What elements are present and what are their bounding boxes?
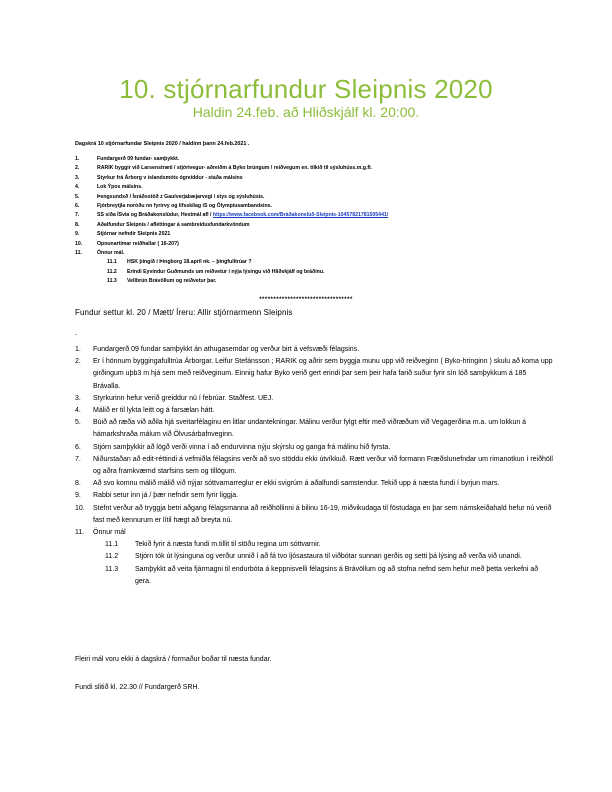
minutes-sub-item-number: 11.2 (105, 553, 119, 561)
agenda-item-text: RARIK byggir við Larsenstræti / stjórivegur- aðreiðm á Byko brúngum / reiðvegum en. tilkið til sýsluhúss.m.g.fl. (97, 165, 372, 172)
minutes-list (75, 344, 555, 588)
agenda-item (75, 155, 545, 164)
agenda-item (75, 211, 545, 220)
agenda-item (75, 202, 545, 211)
minutes-item-number: 1. (75, 346, 81, 353)
minutes-item (75, 393, 555, 405)
agenda-item-text: Fundargerð 09 fundar- samþykkt. (97, 156, 180, 162)
agenda-sub-item-text: Erindi Eyvindur Guðmunds um reiðvetur í nýja lýsingu við Hliðskjálf og bráðinu. (127, 268, 325, 275)
minutes-item-number: 11. (75, 529, 85, 537)
agenda-item-text: Fjórbreytjla noróðu nn fyrirvy og lifsskilag íS og Ólympíusambandsins. (97, 202, 272, 209)
agenda-list (75, 155, 545, 286)
minutes-sub-item-number: 11.1 (105, 541, 119, 549)
agenda-sub-item (75, 268, 545, 277)
page-title: 10. stjórnarfundur Sleipnis 2020 (119, 74, 493, 104)
minutes-item-number: 6. (75, 443, 81, 451)
closing-note: Fleiri mál voru ekki á dagskrá / formaður boðar til næsta fundar. (75, 656, 272, 663)
agenda-item-text: Aðalfundur Sleipnis / afléttingar á sambreidusfundarkvöndum (97, 221, 250, 228)
agenda-item-number: 1. (75, 156, 80, 162)
minutes-sub-item (75, 539, 555, 551)
minutes-item-text: Stefnt verður að tryggja betri aðgang félagsmanna að reiðhöllinni á bilinu 16-19, miðvikudaga til föstudaga en þar sem námskeiðahald hefur nú verið fast með kennurum er lítil hægt að breyta nú. (93, 504, 552, 524)
minutes-item-number: 7. (75, 455, 81, 463)
minutes-item-text: Rabbi setur inn já / þær nefndir sem fyrir liggja. (93, 492, 239, 500)
agenda-sub-item-number: 11.2 (107, 268, 117, 275)
minutes-item (75, 454, 555, 478)
minutes-item (75, 356, 555, 393)
agenda-item-number: 4. (75, 184, 80, 191)
minutes-item (75, 527, 555, 539)
minutes-item (75, 490, 555, 502)
agenda-item (75, 164, 545, 173)
agenda-item (75, 193, 545, 202)
minutes-item-text: Fundargerð 09 fundar samþykkt án athugasemdar og verður birt á vefsvæði félagsins. (93, 346, 360, 353)
minutes-item-number: 9. (75, 492, 81, 500)
agenda-item-text: Styrkur frá Árborg v íslandsmóts ógreiddur - staða málsins (97, 174, 243, 181)
agenda-sub-item-text: Vellbrún Brávöllum og reiðvetur þar. (127, 278, 217, 285)
minutes-sub-item-number: 11.3 (105, 565, 119, 573)
agenda-item-text-part: SS síða ÍSvia og Bráðakonslúdur, Hestmál afl / (97, 212, 213, 219)
minutes-item-text: Að svo komnu málið málið við nýjar sóttvarnarreglur er ekki svigrúm á aðalfundi samstendur. Tekið upp á næsta fundi í byrjun mars. (93, 480, 500, 488)
agenda-item (75, 249, 545, 258)
minutes-item (75, 405, 555, 417)
agenda-item-text: Önnur mál. (97, 249, 125, 256)
agenda-item (75, 230, 545, 239)
minutes-item (75, 442, 555, 454)
agenda-item-text: Stjórnar nefndir Sleipnis 2021 (97, 231, 171, 238)
agenda-item (75, 221, 545, 230)
agenda-item-number: 8. (75, 221, 80, 228)
agenda-item (75, 174, 545, 183)
agenda-item-number: 5. (75, 193, 80, 200)
minutes-item-number: 10. (75, 504, 85, 512)
meeting-closed-line: Fundi slitið kl. 22.30 // Fundargerð SRH. (75, 684, 200, 691)
agenda-item-text (97, 211, 388, 220)
minutes-item (75, 478, 555, 490)
minutes-sub-item (75, 551, 555, 563)
agenda-item-number: 7. (75, 212, 80, 219)
minutes-sub-item-text: Tekið fyrir á næsta fundi m.tillit til stöðu regina um sóttvarnir. (135, 541, 321, 549)
agenda-sub-item-number: 11.3 (107, 278, 117, 285)
agenda-item-number: 3. (75, 174, 80, 181)
minutes-sub-item-text: Samþykkt að veita fjármagni til endurbóta á keppnisvelli félagsins á Brávöllum og að stofna nefnd sem hefur með þetta verkefni að gera. (135, 565, 539, 585)
minutes-item-text: Önnur mál (93, 529, 126, 537)
minutes-sub-item (75, 564, 555, 588)
section-separator: ********************************* (259, 297, 353, 303)
agenda-item (75, 240, 545, 249)
agenda-item-text: Þengsundsð / Ísráðsstöð z Gaulverjabæjarvegi / stys og sýsluhúsis. (97, 193, 265, 200)
agenda-item (75, 183, 545, 192)
agenda-item-number: 6. (75, 202, 80, 209)
minutes-item-number: 2. (75, 358, 81, 366)
agenda-heading: Dagskrá 10 stjórnarfundar Sleipnis 2020 / haldinn þann 24.feb.2021 . (75, 141, 250, 147)
agenda-item-number: 11. (75, 249, 82, 256)
minutes-item (75, 503, 555, 527)
minutes-item-number: 5. (75, 419, 81, 427)
bullet-dot: . (75, 328, 78, 337)
minutes-item (75, 344, 555, 356)
agenda-item-text: Opnunartímar reiðhallar ( 16-20?) (97, 240, 179, 247)
agenda-item-number: 10. (75, 240, 83, 247)
minutes-item-text: Stjórn samþykkir að lögð verði vinna í að endurvinna nýju skýrslu og ganga frá málinu hið fyrsta. (93, 443, 391, 451)
agenda-item-text: Lok Ýpos málsins. (97, 184, 143, 191)
minutes-item-text: Búið að ræða við aðila hjá sveitarfélaginu en litlar undantekningar. Málinu verður fylgt eftir með viðræðum við Vegagerðina m.a. um lokkun á hámarkshraða málum við Ölvusárbafnveginn. (93, 419, 527, 439)
agenda-sub-item (75, 258, 545, 267)
agenda-sub-item-text: HSK þingið í Þingborg 18.apríl nk. – þingfulltrúar ? (127, 259, 252, 266)
minutes-sub-item-text: Stjórn tók út lýsinguna og verður unnið í að fá tvo ljósastaura til viðbótar sunnan gerðis og setti þá lýsing að verða við unandi. (135, 553, 522, 561)
minutes-item-number: 8. (75, 480, 81, 488)
minutes-item (75, 417, 555, 441)
agenda-sub-item (75, 277, 545, 286)
minutes-item-number: 3. (75, 394, 81, 402)
meeting-opened-line: Fundur settur kl. 20 / Mætt/ Íreru: Allir stjórnarmenn Sleipnis (75, 308, 293, 317)
minutes-item-text: Styrkurinn hefur verið greiddur nú í febrúar. Staðfest. UEJ. (93, 394, 274, 402)
minutes-item-number: 4. (75, 407, 81, 415)
page-subtitle: Haldin 24.feb. að Hliðskjálf kl. 20:00. (192, 104, 420, 120)
facebook-link[interactable]: https://www.facebook.com/Bráðakonslúð-Sleipnis-10457821781505441/ (212, 212, 389, 219)
minutes-item-text: Er í hönnum byggingafulltrúa Árborgar. Leifur Stefánsson ; RARIK og aðrir sem byggja munu upp við reiðveginn ( Byko-hringinn ) skulu að koma upp girðingum uþb3 m hjá sem með reiðveginum. Einnig hafur Byko verið gert erindi þar sem þeir hafa farið suður fyrir sín lóð samþykkum á 185 Brávalla. (93, 358, 553, 390)
minutes-item-text: Málið er til lykta leitt og á farsælan hátt. (93, 407, 215, 415)
agenda-item-number: 2. (75, 165, 80, 172)
minutes-item-text: Niðurstaðan að edit-réttindi á vefmiðla félagsins verði að svo stöddu ekki útvíkkuð. Rætt verður við formann Fræðslunefndar um rimanotkun í reiðhöll og aðra framkvæmd starfsins sem og tillögum. (93, 455, 553, 476)
agenda-sub-item-number: 11.1 (107, 259, 117, 266)
agenda-item-number: 9. (75, 231, 80, 238)
